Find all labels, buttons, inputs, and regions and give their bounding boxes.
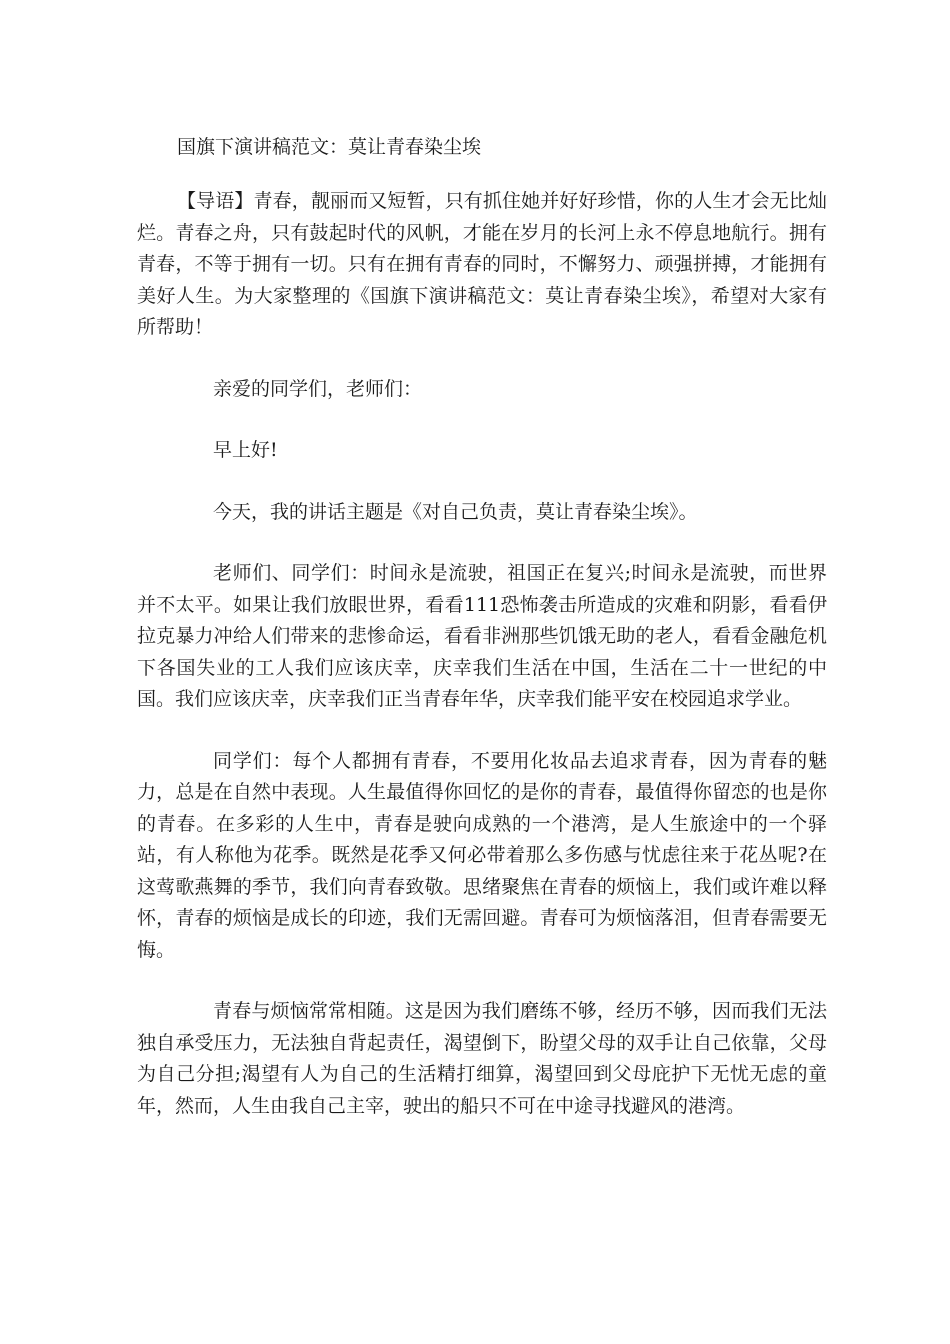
body-paragraph-1: 老师们、同学们：时间永是流驶，祖国正在复兴;时间永是流驶，而世界并不太平。如果让我们放眼世界，看看111恐怖袭击所造成的灾难和阴影，看看伊拉克暴力冲给人们带来的悲惨命运，看看非洲那些饥饿无助的老人，看看金融危机下各国失业的工人我们应该庆幸，庆幸我们生活在中国，生活在二十一世纪的中国。我们应该庆幸，庆幸我们正当青春年华，庆幸我们能平安在校园追求学业。 (137, 562, 827, 710)
document-page (137, 130, 827, 1122)
body-paragraph-2: 同学们：每个人都拥有青春，不要用化妆品去追求青春，因为青春的魅力，总是在自然中表现。人生最值得你回忆的是你的青春，最值得你留恋的也是你的青春。在多彩的人生中，青春是驶向成熟的一个港湾，是人生旅途中的一个驿站，有人称他为花季。既然是花季又何必带着那么多伤感与忧虑往来于花丛呢?在这莺歌燕舞的季节，我们向青春致敬。思绪聚焦在青春的烦恼上，我们或许难以释怀，青春的烦恼是成长的印迹，我们无需回避。青春可为烦恼落泪，但青春需要无悔。 (137, 749, 827, 961)
topic-paragraph: 今天，我的讲话主题是《对自己负责，莫让青春染尘埃》。 (213, 500, 698, 523)
morning-paragraph: 早上好! (213, 439, 278, 461)
body-paragraph-3: 青春与烦恼常常相随。这是因为我们磨练不够，经历不够，因而我们无法独自承受压力，无法独自背起责任，渴望倒下，盼望父母的双手让自己依靠，父母为自己分担;渴望有人为自己的生活精打细算，渴望回到父母庇护下无忧无虑的童年，然而，人生由我自己主宰，驶出的船只不可在中途寻找避风的港湾。 (137, 1000, 827, 1117)
intro-paragraph: 【导语】青春，靓丽而又短暂，只有抓住她并好好珍惜，你的人生才会无比灿烂。青春之舟，只有鼓起时代的风帆，才能在岁月的长河上永不停息地航行。拥有青春，不等于拥有一切。只有在拥有青春的同时，不懈努力、顽强拼搏，才能拥有美好人生。为大家整理的《国旗下演讲稿范文：莫让青春染尘埃》，希望对大家有所帮助！ (137, 190, 827, 338)
greeting-paragraph: 亲爱的同学们，老师们： (213, 377, 423, 400)
document-title: 国旗下演讲稿范文：莫让青春染尘埃 (177, 136, 482, 158)
